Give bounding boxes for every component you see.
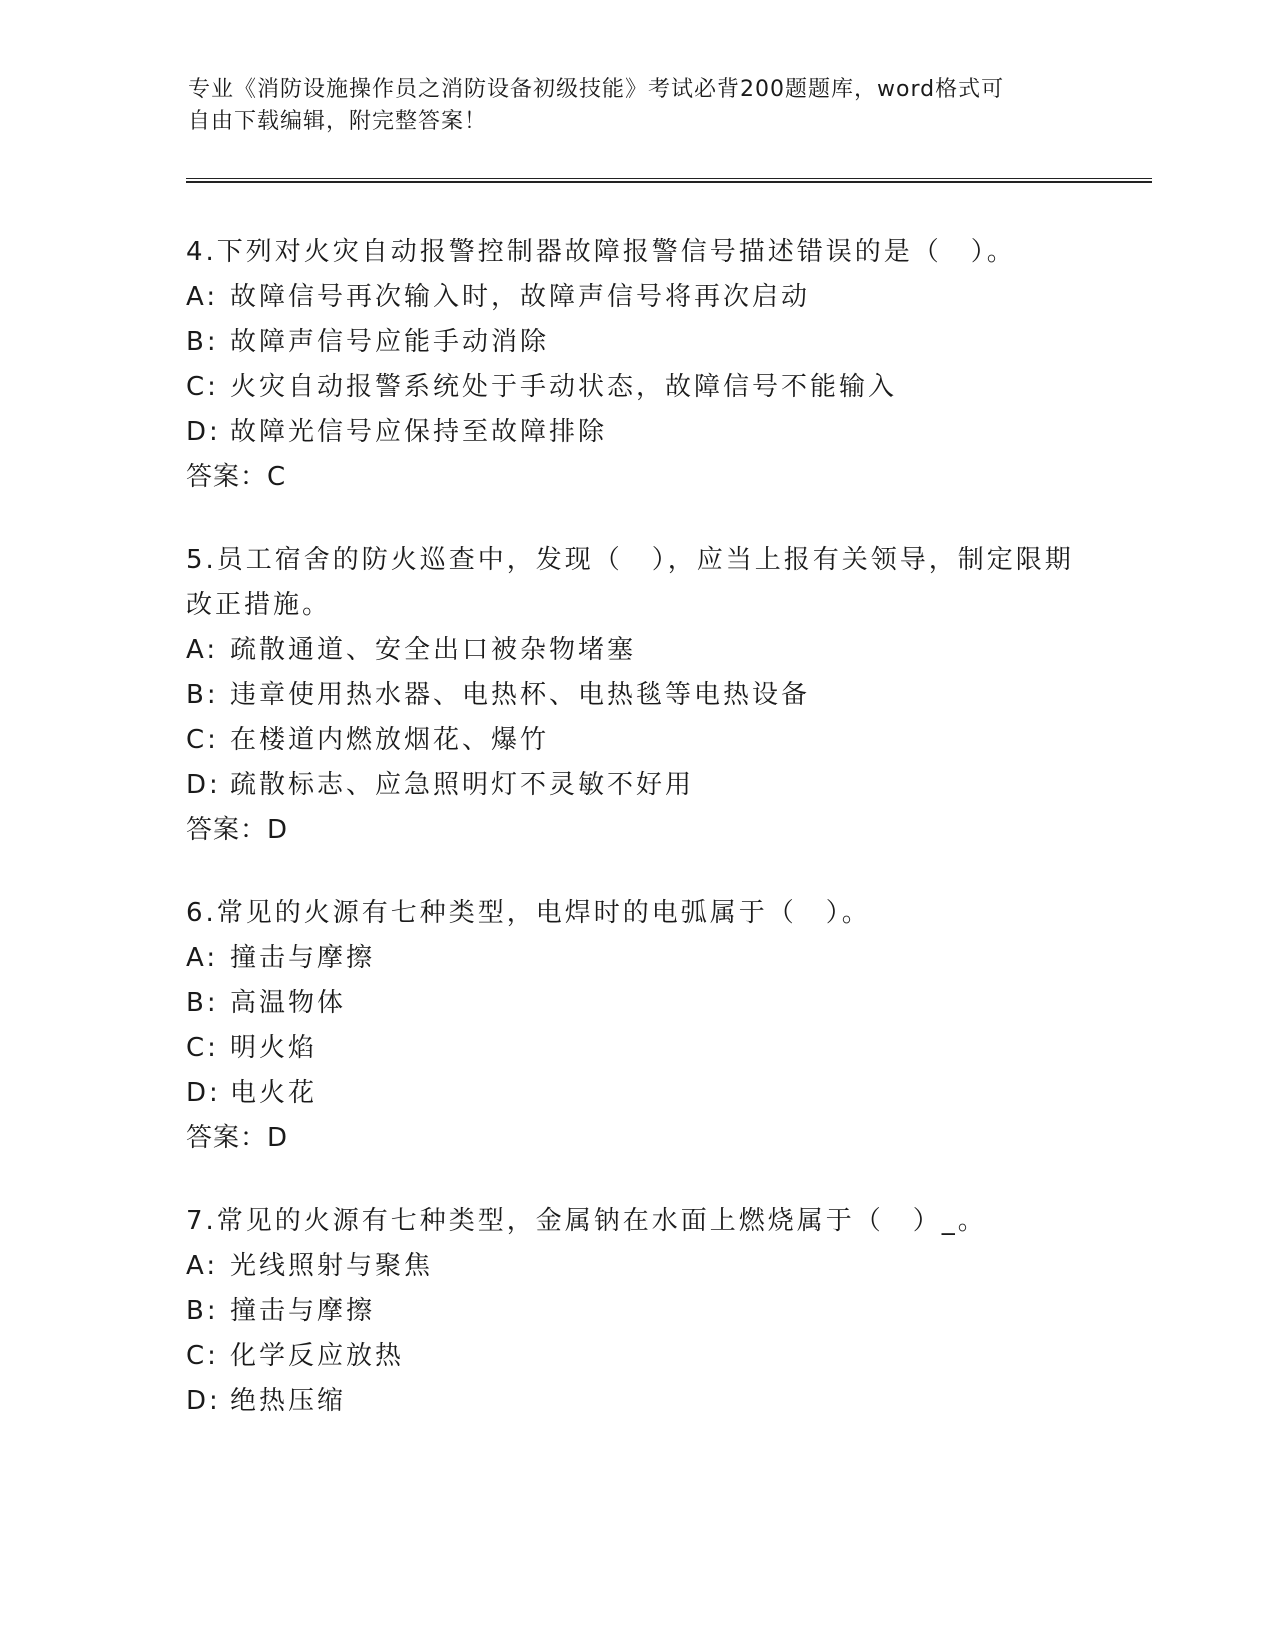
option-key: A:	[186, 1251, 219, 1281]
option-key: C:	[186, 372, 219, 402]
option-b	[186, 1289, 1086, 1334]
option-key: D:	[186, 1078, 221, 1108]
option-key: C:	[186, 1341, 219, 1371]
question-stem: 7.常见的火源有七种类型，金属钠在水面上燃烧属于（ ）_。	[186, 1206, 987, 1236]
option-key: D:	[186, 770, 221, 800]
option-c	[186, 718, 1086, 763]
option-text: 火灾自动报警系统处于手动状态，故障信号不能输入	[230, 372, 898, 402]
question-stem: 5.员工宿舍的防火巡查中，发现（ ），应当上报有关领导，制定限期改正措施。	[186, 545, 1074, 620]
option-text: 绝热压缩	[230, 1386, 347, 1416]
option-d	[186, 1071, 1086, 1116]
question-6	[186, 891, 1086, 1161]
option-c	[186, 1334, 1086, 1379]
option-a	[186, 628, 1086, 673]
option-c	[186, 365, 1086, 410]
question-5	[186, 538, 1086, 853]
option-d	[186, 1379, 1086, 1424]
option-key: C:	[186, 725, 219, 755]
option-text: 电火花	[230, 1078, 318, 1108]
option-key: B:	[186, 327, 219, 357]
option-d	[186, 410, 1086, 455]
option-text: 违章使用热水器、电热杯、电热毯等电热设备	[230, 680, 811, 710]
option-text: 化学反应放热	[230, 1341, 405, 1371]
question-7	[186, 1199, 1086, 1424]
option-text: 故障信号再次输入时，故障声信号将再次启动	[230, 282, 811, 312]
option-key: B:	[186, 680, 219, 710]
answer-line: 答案：D	[186, 1123, 289, 1153]
option-key: C:	[186, 1033, 219, 1063]
option-b	[186, 320, 1086, 365]
option-a	[186, 1244, 1086, 1289]
header-divider	[186, 178, 1152, 183]
option-a	[186, 936, 1086, 981]
option-text: 明火焰	[230, 1033, 318, 1063]
option-text: 撞击与摩擦	[230, 1296, 376, 1326]
answer-line: 答案：D	[186, 815, 289, 845]
option-a	[186, 275, 1086, 320]
option-text: 疏散标志、应急照明灯不灵敏不好用	[230, 770, 695, 800]
question-stem: 6.常见的火源有七种类型，电焊时的电弧属于（ ）。	[186, 898, 871, 928]
option-key: A:	[186, 943, 219, 973]
option-text: 疏散通道、安全出口被杂物堵塞	[230, 635, 637, 665]
option-text: 故障光信号应保持至故障排除	[230, 417, 608, 447]
option-key: A:	[186, 635, 219, 665]
option-text: 在楼道内燃放烟花、爆竹	[230, 725, 550, 755]
header-title-line-1: 专业《消防设施操作员之消防设备初级技能》考试必背200题题库，word格式可	[188, 77, 1005, 102]
option-text: 高温物体	[230, 988, 347, 1018]
option-key: D:	[186, 417, 221, 447]
question-4	[186, 230, 1086, 500]
option-key: B:	[186, 988, 219, 1018]
option-key: D:	[186, 1386, 221, 1416]
option-b	[186, 981, 1086, 1026]
document-header	[188, 74, 1088, 138]
option-text: 撞击与摩擦	[230, 943, 376, 973]
question-list	[186, 230, 1086, 1462]
option-c	[186, 1026, 1086, 1071]
option-key: B:	[186, 1296, 219, 1326]
header-title-line-2: 自由下载编辑，附完整答案！	[188, 109, 488, 134]
option-d	[186, 763, 1086, 808]
option-key: A:	[186, 282, 219, 312]
option-b	[186, 673, 1086, 718]
option-text: 光线照射与聚焦	[230, 1251, 434, 1281]
answer-line: 答案：C	[186, 462, 287, 492]
option-text: 故障声信号应能手动消除	[230, 327, 550, 357]
question-stem: 4.下列对火灾自动报警控制器故障报警信号描述错误的是（ ）。	[186, 237, 1016, 267]
